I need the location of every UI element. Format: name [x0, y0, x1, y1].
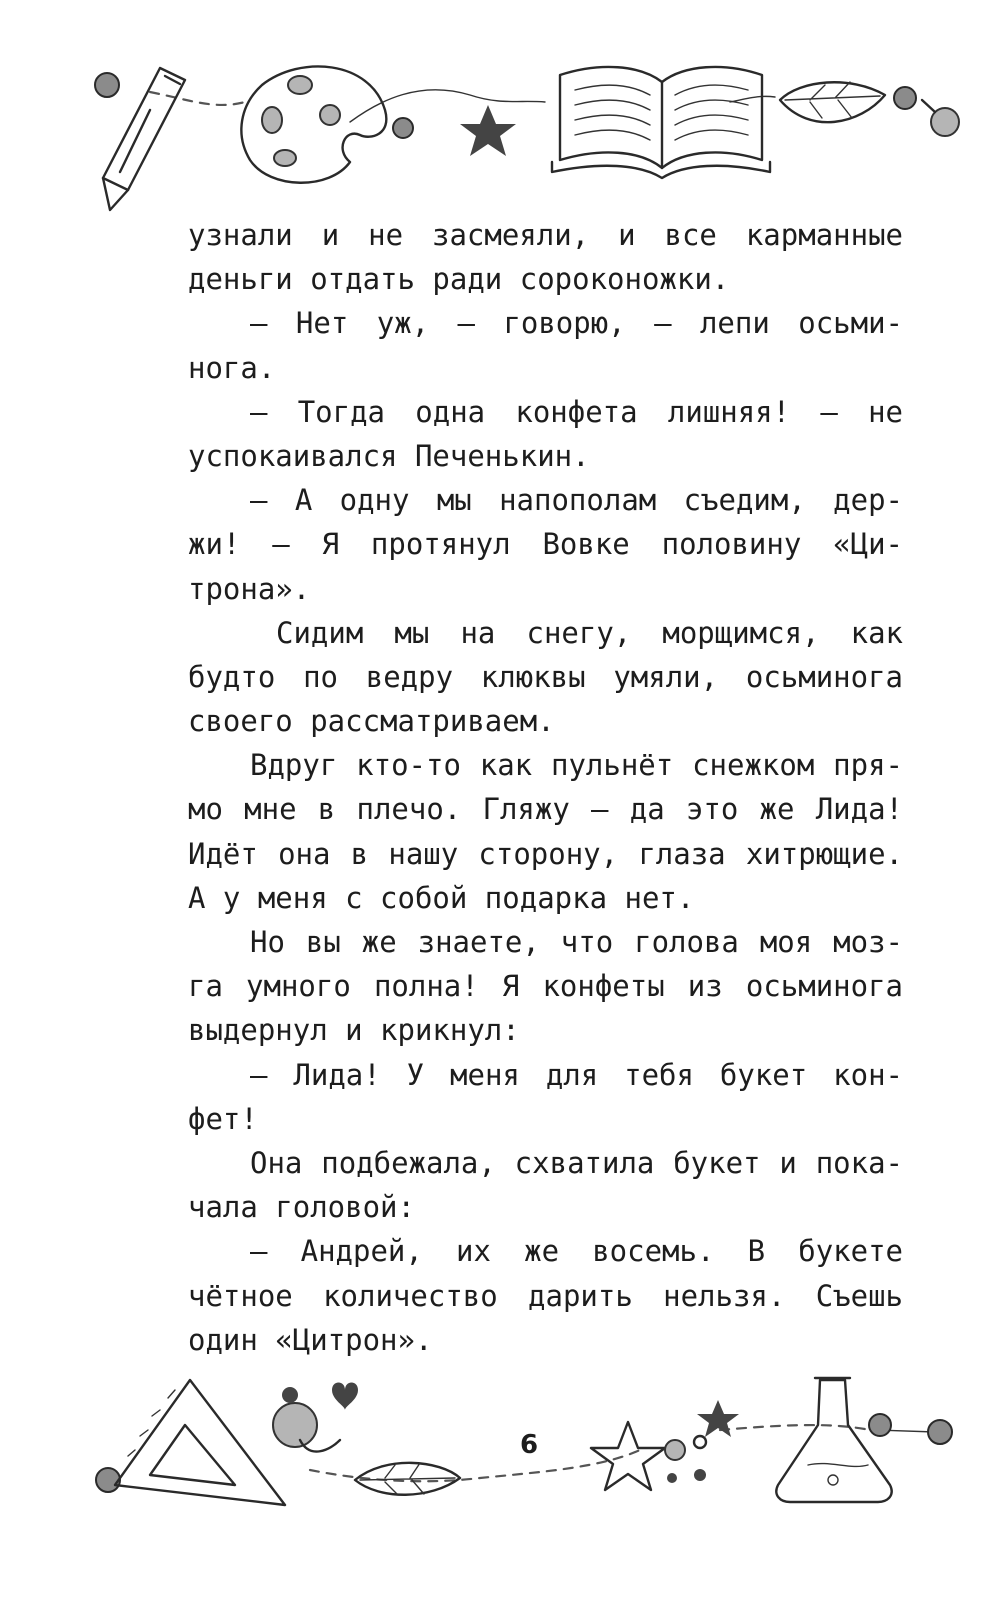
- top-decoration: [0, 40, 1000, 220]
- text-line: нога.: [188, 350, 276, 385]
- text-line: жи! — Я протянул Вовке половину «Ци-: [188, 527, 903, 562]
- text-line: успокаивался Печенькин.: [188, 438, 590, 473]
- bead-icon: [393, 118, 413, 138]
- set-square-icon: [115, 1380, 285, 1505]
- star-icon: [591, 1422, 665, 1490]
- palette-icon: [241, 66, 386, 182]
- text-line: А у меня с собой подарка нет.: [188, 880, 695, 915]
- text-line: га умного полна! Я конфеты из осьминога: [188, 969, 903, 1004]
- pushpin-icon: [922, 100, 959, 136]
- text-line: деньги отдать ради сороконожки.: [188, 262, 730, 297]
- star-icon: [697, 1400, 739, 1437]
- text-line: мо мне в плечо. Гляжу — да это же Лида!: [188, 792, 903, 827]
- text-line: фет!: [188, 1101, 258, 1136]
- text-line: выдернул и крикнул:: [188, 1013, 520, 1048]
- text-line: Вдруг кто-то как пульнёт снежком пря-: [250, 748, 903, 783]
- leaf-icon: [355, 1463, 460, 1495]
- text-line: трона».: [188, 571, 311, 606]
- text-line: — Лида! У меня для тебя букет кон-: [250, 1057, 903, 1092]
- open-book-icon: [552, 67, 770, 178]
- page-number: 6: [520, 1430, 539, 1460]
- leaf-icon: [780, 82, 885, 122]
- text-line: — Нет уж, — говорю, — лепи осьми-: [250, 306, 903, 341]
- text-line: будто по ведру клюквы умяли, осьминога: [188, 659, 903, 694]
- bead-icon: [894, 87, 916, 109]
- bead-icon: [95, 73, 119, 97]
- text-line: чала головой:: [188, 1190, 415, 1225]
- flask-icon: [776, 1378, 891, 1502]
- pushpin-icon: [273, 1387, 340, 1452]
- text-line: — А одну мы напополам съедим, дер-: [250, 483, 903, 518]
- text-line: чётное количество дарить нельзя. Съешь: [188, 1278, 903, 1313]
- text-line: Сидим мы на снегу, морщимся, как: [276, 615, 903, 650]
- bead-icon: [869, 1414, 891, 1436]
- heart-icon: [332, 1383, 358, 1411]
- text-line: — Андрей, их же восемь. В букете: [250, 1234, 903, 1269]
- text-line: Она подбежала, схватила букет и пока-: [250, 1145, 903, 1180]
- story-text: [188, 213, 903, 1362]
- text-line: Но вы же знаете, что голова моя моз-: [250, 925, 903, 959]
- text-line: — Тогда одна конфета лишняя! — не: [250, 394, 903, 429]
- star-icon: [460, 105, 516, 156]
- bead-icon: [928, 1420, 952, 1444]
- bottom-decoration: [0, 1370, 1000, 1616]
- text-line: один «Цитрон».: [188, 1322, 433, 1357]
- text-line: Идёт она в нашу сторону, глаза хитрющие.: [188, 836, 903, 871]
- text-line: своего рассматриваем.: [188, 704, 555, 739]
- text-line: узнали и не засмеяли, и все карманные: [188, 218, 903, 252]
- bead-icon: [96, 1468, 120, 1492]
